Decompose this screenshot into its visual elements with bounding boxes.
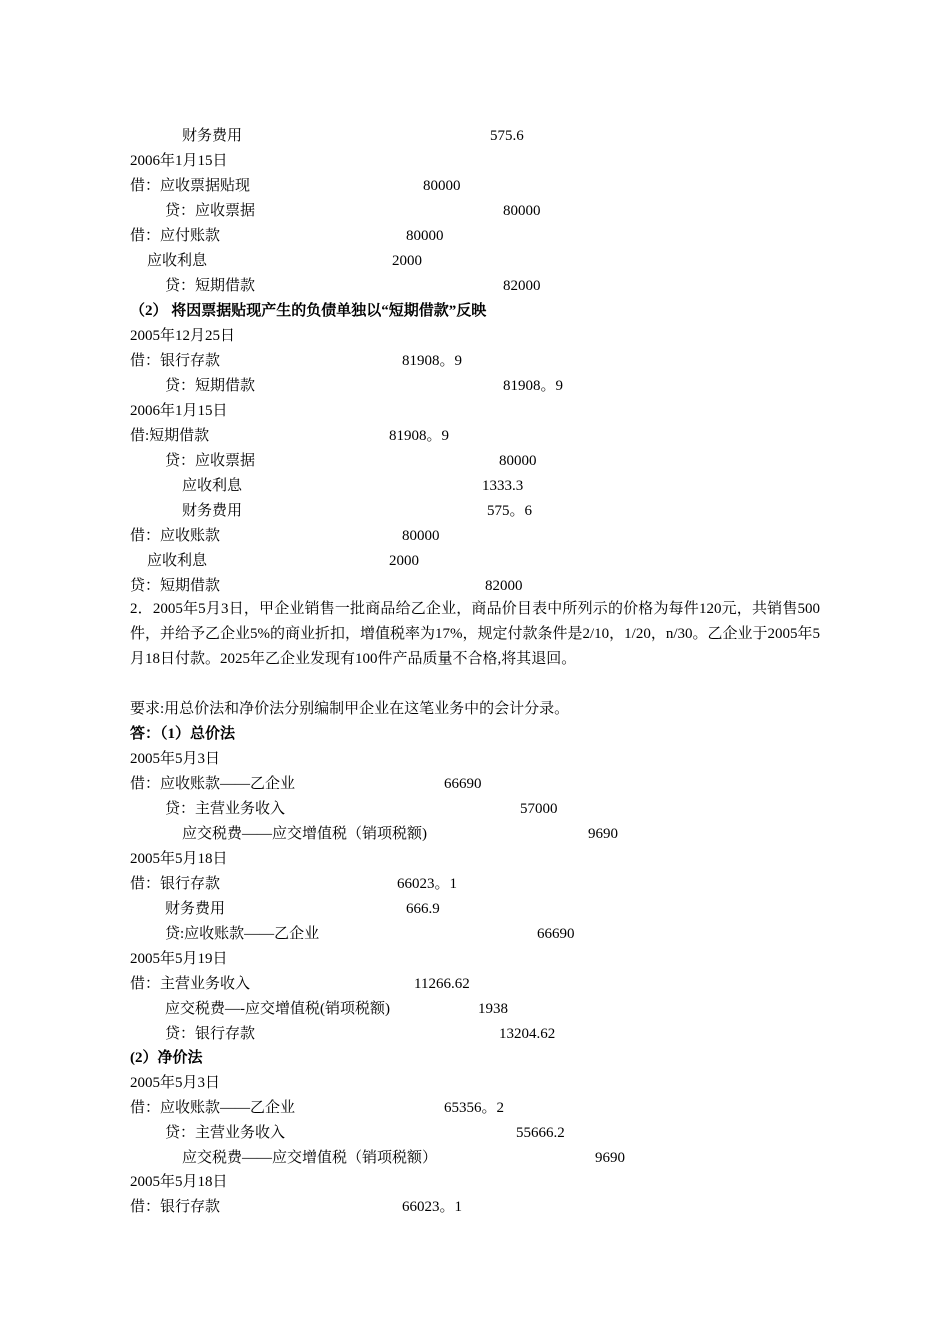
entry-label: 应交税费——应交增值税（销项税额) — [182, 826, 427, 842]
entry-label: 贷：应收票据 — [165, 453, 256, 469]
entry-label: 应收利息 — [182, 478, 243, 494]
entry-label: 贷：主营业务收入 — [165, 1125, 286, 1141]
entry-amount: 66023。1 — [402, 1199, 463, 1215]
entry-amount: 80000 — [499, 453, 537, 469]
entry-label: 借：银行存款 — [130, 353, 221, 369]
entry-label: 贷：短期借款 — [130, 578, 221, 594]
entry-label: 借：应收账款 — [130, 528, 221, 544]
entry-amount: 66023。1 — [397, 876, 458, 892]
entry-date: 2005年5月3日 — [130, 751, 221, 767]
entry-amount: 82000 — [485, 578, 523, 594]
entry-amount: 80000 — [402, 528, 440, 544]
entry-amount: 81908。9 — [402, 353, 463, 369]
entry-label: 借:短期借款 — [130, 428, 210, 444]
entry-label: 贷:应收账款——乙企业 — [165, 926, 320, 942]
entry-date: 2005年5月19日 — [130, 951, 228, 967]
entry-amount: 55666.2 — [516, 1125, 565, 1141]
answer-heading-text: 答：（1）总价法 — [130, 726, 236, 742]
entry-label: 借：银行存款 — [130, 1199, 221, 1215]
entry-amount: 666.9 — [406, 901, 440, 917]
entry-label: 应交税费—-应交增值税(销项税额) — [165, 1001, 390, 1017]
entry-label: 财务费用 — [182, 503, 243, 519]
entry-date: 2005年12月25日 — [130, 328, 236, 344]
entry-amount: 80000 — [406, 228, 444, 244]
entry-amount: 80000 — [423, 178, 461, 194]
entry-amount: 66690 — [537, 926, 575, 942]
entry-amount: 80000 — [503, 203, 541, 219]
entry-amount: 81908。9 — [389, 428, 450, 444]
entry-label: 借：应付账款 — [130, 228, 221, 244]
entry-amount: 1938 — [478, 1001, 508, 1017]
entry-date: 2006年1月15日 — [130, 153, 228, 169]
entry-date: 2005年5月18日 — [130, 851, 228, 867]
requirement-text: 要求:用总价法和净价法分别编制甲企业在这笔业务中的会计分录。 — [130, 701, 570, 717]
entry-label: 贷：主营业务收入 — [165, 801, 286, 817]
entry-amount: 82000 — [503, 278, 541, 294]
entry-label: 财务费用 — [165, 901, 226, 917]
entry-amount: 2000 — [392, 253, 422, 269]
entry-label: 应收利息 — [147, 253, 208, 269]
entry-label: 贷：短期借款 — [165, 278, 256, 294]
entry-date: 2005年5月18日 — [130, 1174, 228, 1190]
entry-amount: 1333.3 — [482, 478, 524, 494]
entry-label: 贷：短期借款 — [165, 378, 256, 394]
entry-amount: 65356。2 — [444, 1100, 505, 1116]
entry-label: 借：应收票据贴现 — [130, 178, 251, 194]
entry-label: 贷：银行存款 — [165, 1026, 256, 1042]
entry-amount: 9690 — [588, 826, 618, 842]
section-heading-text: (2）净价法 — [130, 1050, 203, 1066]
entry-amount: 9690 — [595, 1150, 625, 1166]
entry-label: 财务费用 — [182, 128, 243, 144]
entry-amount: 81908。9 — [503, 378, 564, 394]
entry-amount: 11266.62 — [414, 976, 470, 992]
entry-amount: 66690 — [444, 776, 482, 792]
entry-label: 借：主营业务收入 — [130, 976, 251, 992]
entry-label: 借：应收账款——乙企业 — [130, 1100, 296, 1116]
entry-label: 借：银行存款 — [130, 876, 221, 892]
entry-amount: 2000 — [389, 553, 419, 569]
entry-label: 贷：应收票据 — [165, 203, 256, 219]
entry-amount: 575.6 — [490, 128, 524, 144]
entry-amount: 575。6 — [487, 503, 533, 519]
entry-date: 2006年1月15日 — [130, 403, 228, 419]
entry-amount: 13204.62 — [499, 1026, 556, 1042]
problem-paragraph: 2．2005年5月3日，甲企业销售一批商品给乙企业，商品价目表中所列示的价格为每件120元，共销售500件，并给予乙企业5%的商业折扣，增值税率为17%，规定付款条件是2/10，1/20，n/30。乙企业于2005年5月18日付款。2025年乙企业发现有100件产品质量不合格,将其退回。 — [130, 601, 820, 667]
section-heading-text: （2） 将因票据贴现产生的负债单独以“短期借款”反映 — [130, 303, 487, 319]
entry-label: 应交税费——应交增值税（销项税额） — [182, 1150, 438, 1166]
entry-label: 应收利息 — [147, 553, 208, 569]
entry-amount: 57000 — [520, 801, 558, 817]
entry-label: 借：应收账款——乙企业 — [130, 776, 296, 792]
entry-date: 2005年5月3日 — [130, 1075, 221, 1091]
